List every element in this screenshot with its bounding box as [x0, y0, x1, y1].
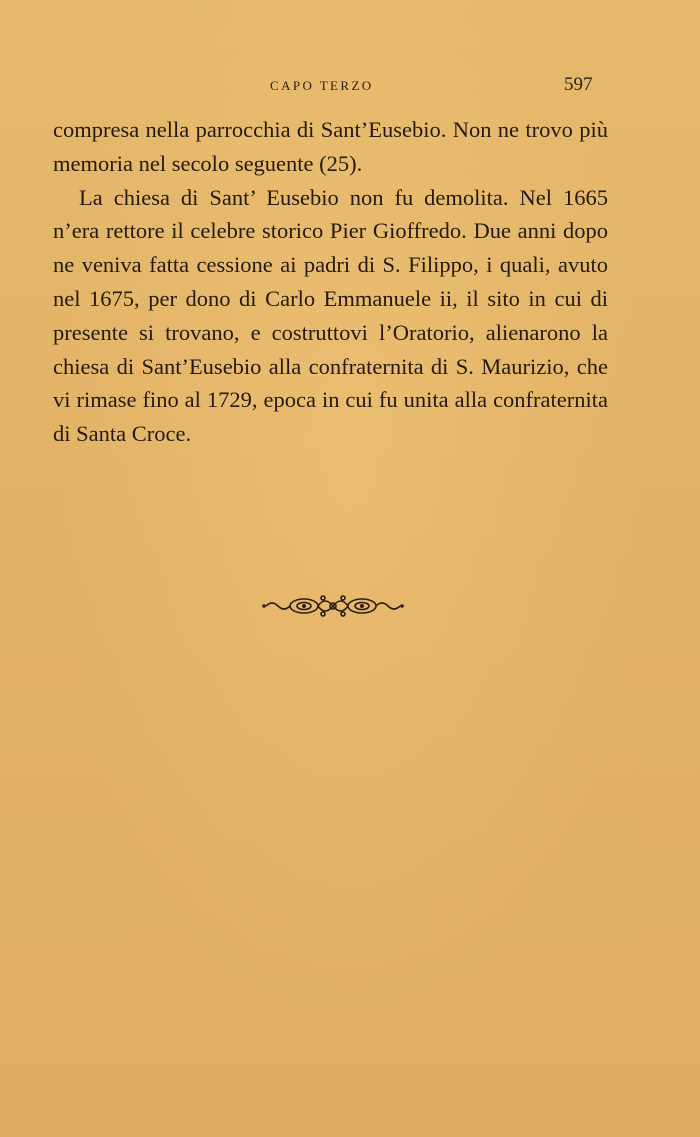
page-number: 597: [564, 74, 593, 95]
decorative-tailpiece-icon: [262, 590, 404, 622]
body-text: [53, 113, 608, 451]
paragraph-sant-eusebio: La chiesa di Sant’ Eusebio non fu demolita. Nel 1665 n’era rettore il celebre storico Pier Gioffredo. Due anni dopo ne veniva fatta cessione ai padri di S. Filippo, i quali, avuto nel 1675, per dono di Carlo Emmanuele ii, il sito in cui di presente si trovano, e costruttovi l’Oratorio, alienarono la chiesa di Sant’Eusebio alla confraternita di S. Maurizio, che vi rimase fino al 1729, epoca in cui fu unita alla confraternita di Santa Croce.: [53, 184, 608, 447]
paragraph-continuation: compresa nella parrocchia di Sant’Eusebio. Non ne trovo più memoria nel secolo seguente (25).: [53, 117, 608, 176]
running-header: [0, 74, 700, 98]
running-title: CAPO TERZO: [270, 78, 374, 93]
